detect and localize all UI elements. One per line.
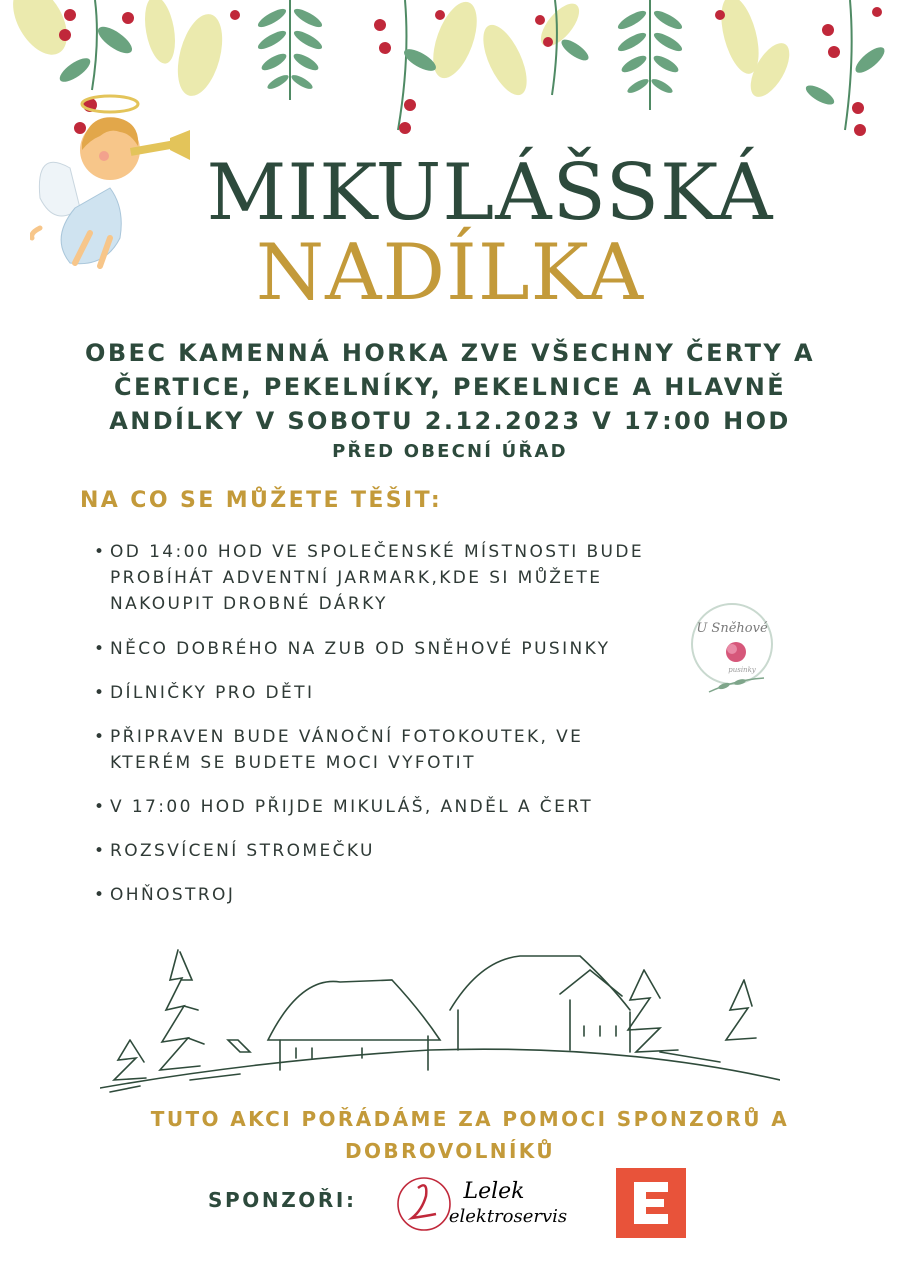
bullet: • xyxy=(94,797,107,817)
list-item xyxy=(96,539,716,617)
list-item xyxy=(96,680,716,706)
list-item-text: OD 14:00 HOD VE SPOLEČENSKÉ MÍSTNOSTI BUDE PROBÍHÁT ADVENTNÍ JARMARK,KDE SI MŮŽETE NAKOUPIT DROBNÉ DÁRKY xyxy=(110,542,645,614)
bullet: • xyxy=(94,683,107,703)
lelek-elektroservis-logo xyxy=(396,1170,576,1236)
pusinka-logo-line-1: U Sněhové xyxy=(696,621,768,636)
list-item xyxy=(96,794,716,820)
list-item xyxy=(96,882,716,908)
highlights-heading: NA CO SE MŮŽETE TĚŠIT: xyxy=(80,488,443,513)
bullet: • xyxy=(94,841,107,861)
list-item-text: V 17:00 HOD PŘIJDE MIKULÁŠ, ANDĚL A ČERT xyxy=(110,797,593,817)
bullet: • xyxy=(94,639,107,659)
list-item xyxy=(96,636,716,662)
list-item xyxy=(96,724,716,776)
intro-line-2: ČERTICE, PEKELNÍKY, PEKELNICE A HLAVNĚ xyxy=(113,373,787,401)
footer-line-1: TUTO AKCI POŘÁDÁME ZA POMOCI SPONZORŮ A xyxy=(150,1107,790,1131)
lelek-logo-line-2: elektroservis xyxy=(448,1206,568,1227)
list-item-text: ROZSVÍCENÍ STROMEČKU xyxy=(110,841,375,861)
list-item xyxy=(96,838,716,864)
intro-line-1: OBEC KAMENNÁ HORKA ZVE VŠECHNY ČERTY A xyxy=(85,339,815,367)
list-item-text: PŘIPRAVEN BUDE VÁNOČNÍ FOTOKOUTEK, VE KTERÉM SE BUDETE MOCI VYFOTIT xyxy=(110,727,584,773)
snehova-pusinka-logo xyxy=(684,598,780,702)
village-winter-sketch xyxy=(100,940,780,1100)
list-item-text: DÍLNIČKY PRO DĚTI xyxy=(110,683,315,703)
title-line-1: MIKULÁŠSKÁ xyxy=(206,148,774,238)
pusinka-logo-line-2: pusinky xyxy=(728,666,756,674)
footer-line-2: DOBROVOLNÍKŮ xyxy=(345,1139,555,1163)
cez-logo xyxy=(616,1168,686,1238)
intro-line-4: PŘED OBECNÍ ÚŘAD xyxy=(332,441,568,462)
bullet: • xyxy=(94,542,107,562)
intro-line-3: ANDÍLKY V SOBOTU 2.12.2023 V 17:00 HOD xyxy=(109,407,791,435)
bullet: • xyxy=(94,885,107,905)
list-item-text: OHŇOSTROJ xyxy=(110,885,236,905)
list-item-text: NĚCO DOBRÉHO NA ZUB OD SNĚHOVÉ PUSINKY xyxy=(110,639,611,659)
bullet: • xyxy=(94,727,107,747)
lelek-logo-line-1: Lelek xyxy=(463,1179,525,1204)
title-line-2: NADÍLKA xyxy=(255,228,645,318)
sponsors-label: SPONZOŘI: xyxy=(208,1188,357,1212)
